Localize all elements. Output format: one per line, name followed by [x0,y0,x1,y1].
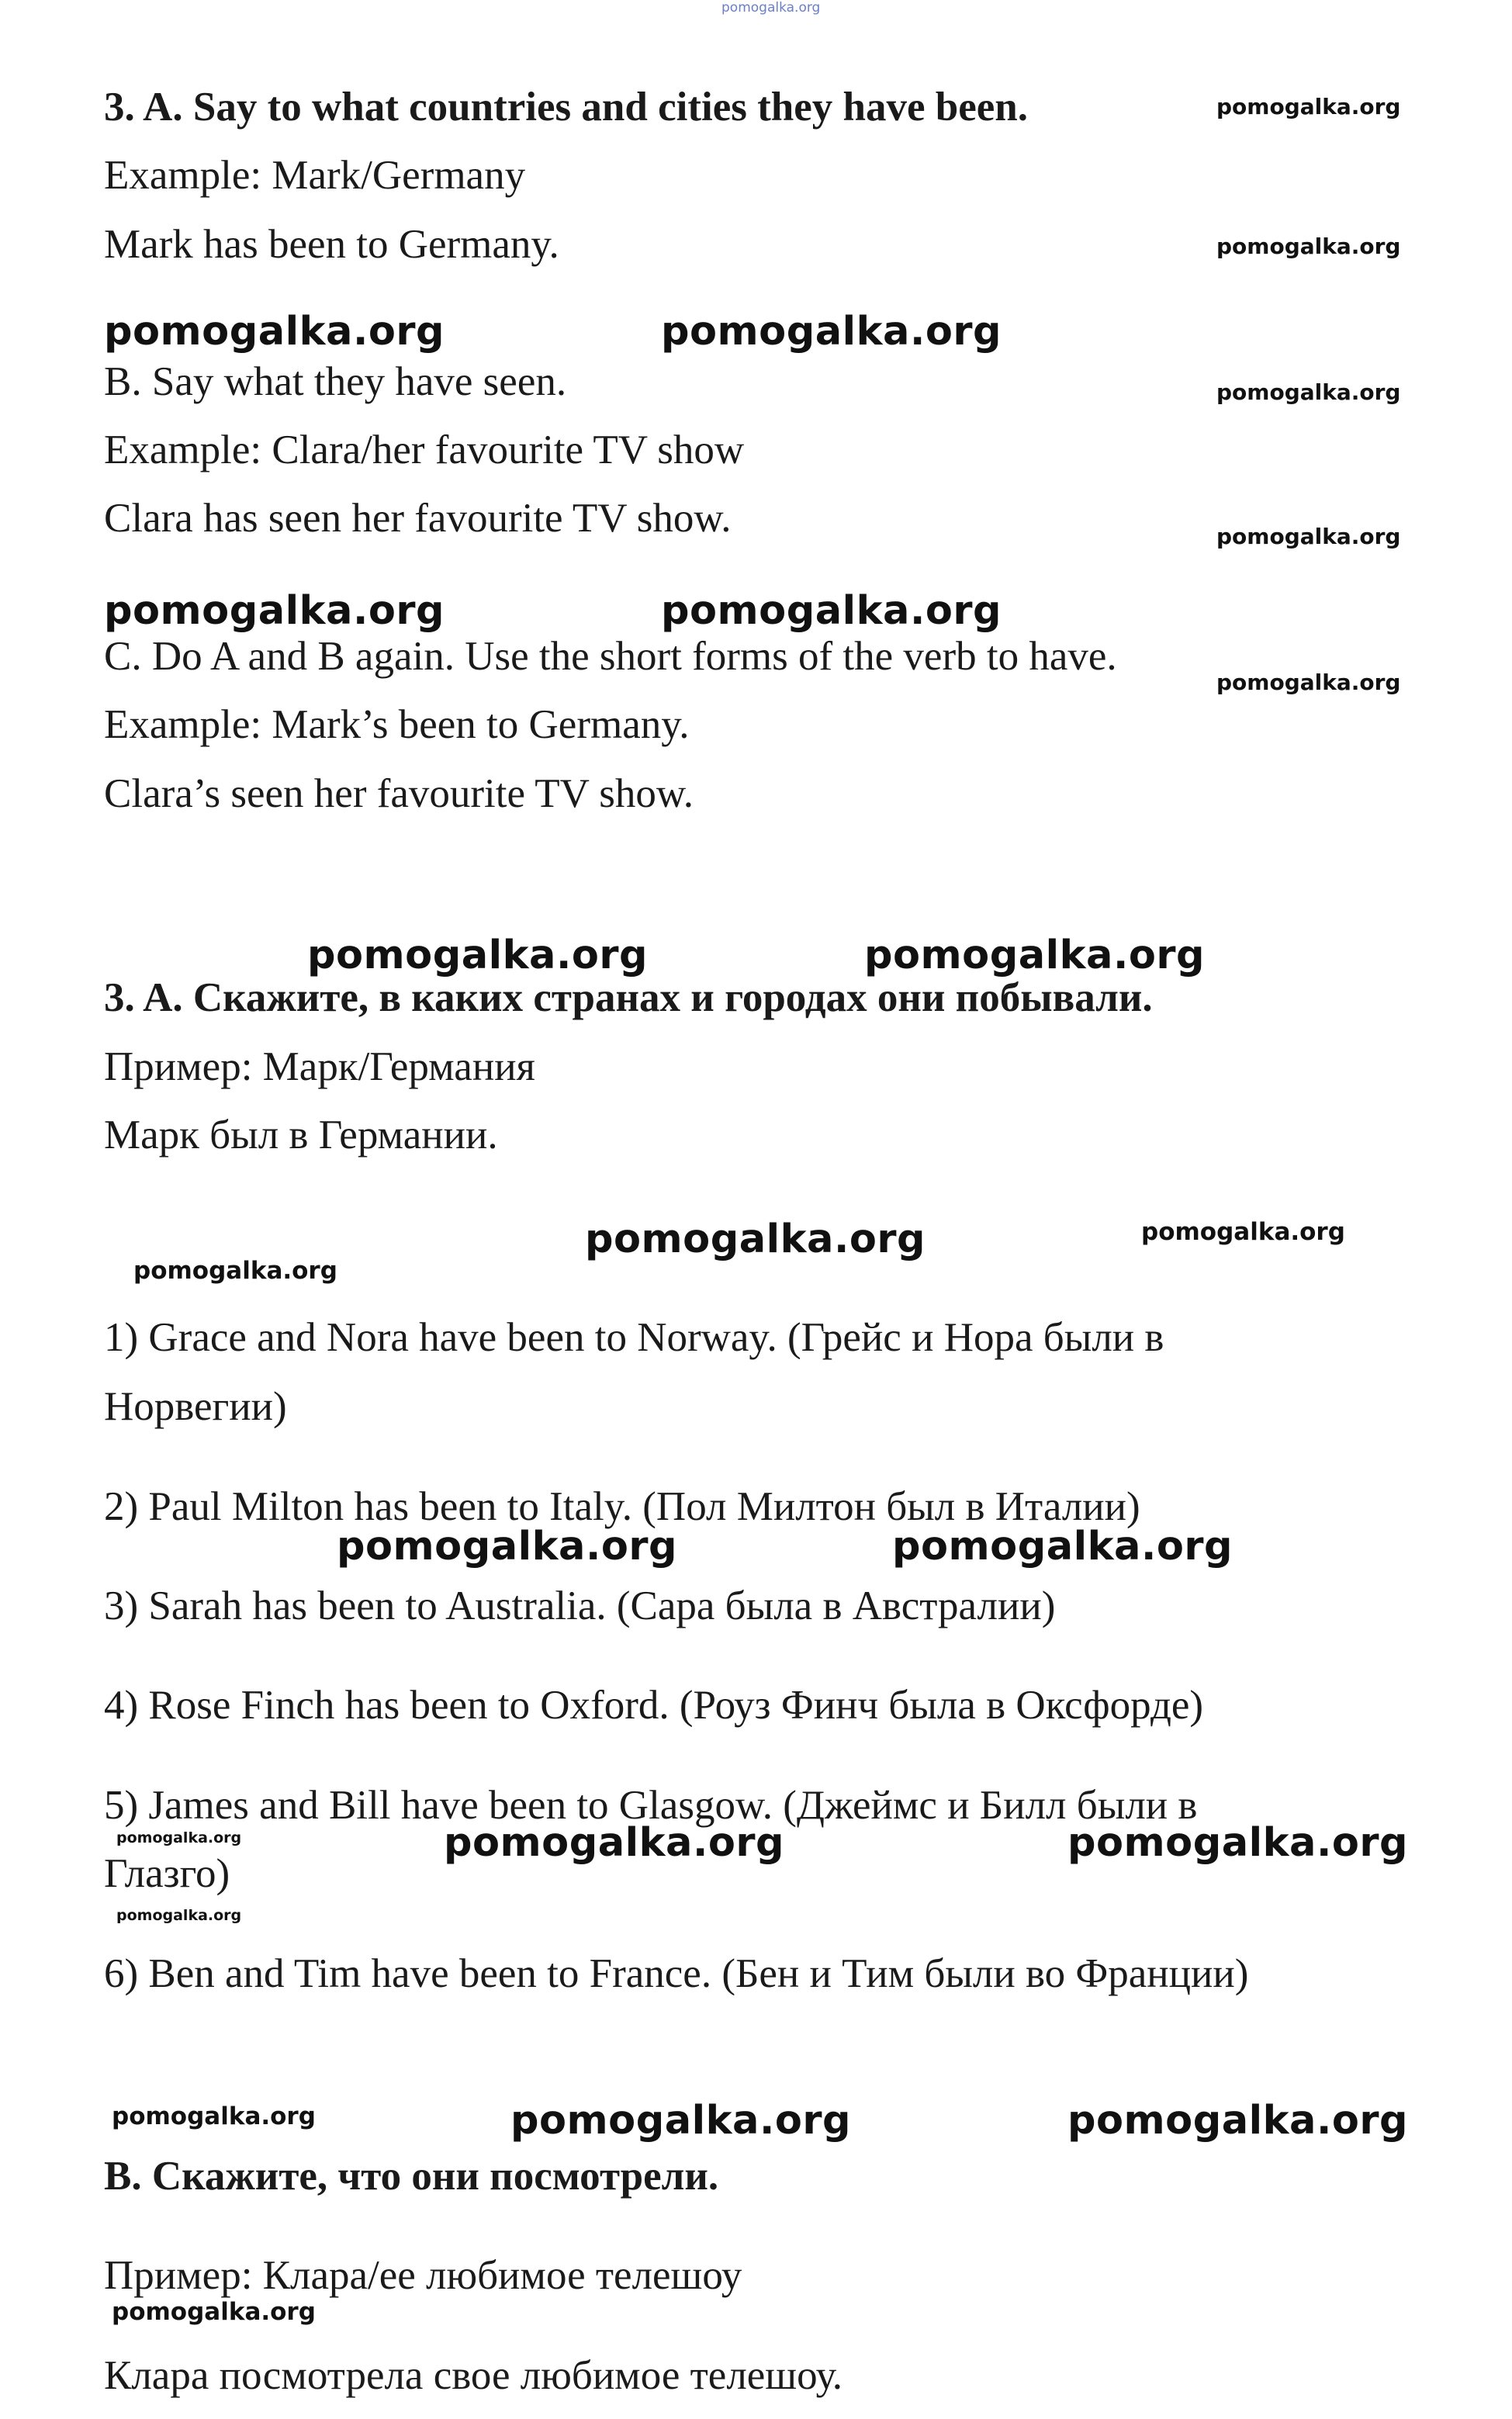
english-heading-b: B. Say what they have seen. [104,359,567,404]
list-item-5-line-1: 5) James and Bill have been to Glasgow. (Джеймс и Билл были в [104,1783,1198,1828]
watermark: pomogalka.org [104,309,445,355]
english-heading-c: C. Do A and B again. Use the short forms of the verb to have. [104,634,1117,679]
watermark: pomogalka.org [307,933,649,978]
watermark: pomogalka.org [892,1524,1233,1569]
english-example-a: Example: Mark/Germany [104,153,526,198]
russian-example-b: Пример: Клара/ее любимое телешоу [104,2253,742,2298]
watermark: pomogalka.org [112,2298,316,2326]
list-item-3: 3) Sarah has been to Australia. (Сара была в Австралии) [104,1583,1056,1628]
english-answer-b: Clara has seen her favourite TV show. [104,496,732,541]
russian-heading-a: 3. A. Скажите, в каких странах и городах они побывали. [104,975,1153,1020]
watermark: pomogalka.org [585,1216,926,1262]
russian-answer-b: Клара посмотрела свое любимое телешоу. [104,2353,843,2398]
list-item-5-line-2: Глазго) [104,1851,230,1896]
watermark: pomogalka.org [1067,2098,1409,2144]
watermark: pomogalka.org [510,2098,852,2144]
list-item-2: 2) Paul Milton has been to Italy. (Пол Милтон был в Италии) [104,1484,1140,1529]
watermark: pomogalka.org [104,588,445,634]
english-example-c1: Example: Mark’s been to Germany. [104,702,690,747]
russian-heading-b: B. Скажите, что они посмотрели. [104,2154,719,2199]
watermark: pomogalka.org [1216,670,1401,695]
watermark: pomogalka.org [1141,1218,1345,1246]
russian-example-a: Пример: Марк/Германия [104,1044,535,1089]
english-answer-a: Mark has been to Germany. [104,222,559,267]
russian-answer-a: Марк был в Германии. [104,1113,498,1158]
english-example-b: Example: Clara/her favourite TV show [104,427,745,472]
watermark: pomogalka.org [1067,1820,1409,1866]
watermark: pomogalka.org [116,1907,242,1924]
watermark: pomogalka.org [1216,524,1401,549]
watermark: pomogalka.org [1216,379,1401,405]
watermark: pomogalka.org [337,1524,678,1569]
english-heading-a: 3. A. Say to what countries and cities they have been. [104,85,1029,130]
list-item-1-line-2: Норвегии) [104,1384,287,1429]
list-item-4: 4) Rose Finch has been to Oxford. (Роуз Финч была в Оксфорде) [104,1683,1204,1728]
watermark: pomogalka.org [133,1257,337,1285]
watermark: pomogalka.org [444,1820,785,1866]
watermark: pomogalka.org [1216,234,1401,259]
watermark: pomogalka.org [1216,94,1401,119]
watermark: pomogalka.org [112,2102,316,2130]
watermark: pomogalka.org [661,588,1002,634]
watermark: pomogalka.org [864,933,1206,978]
top-watermark: pomogalka.org [721,0,821,16]
english-example-c2: Clara’s seen her favourite TV show. [104,771,694,816]
list-item-1-line-1: 1) Grace and Nora have been to Norway. (Грейс и Нора были в [104,1315,1164,1360]
watermark: pomogalka.org [661,309,1002,355]
watermark: pomogalka.org [116,1829,242,1846]
list-item-6: 6) Ben and Tim have been to France. (Бен и Тим были во Франции) [104,1951,1249,1996]
